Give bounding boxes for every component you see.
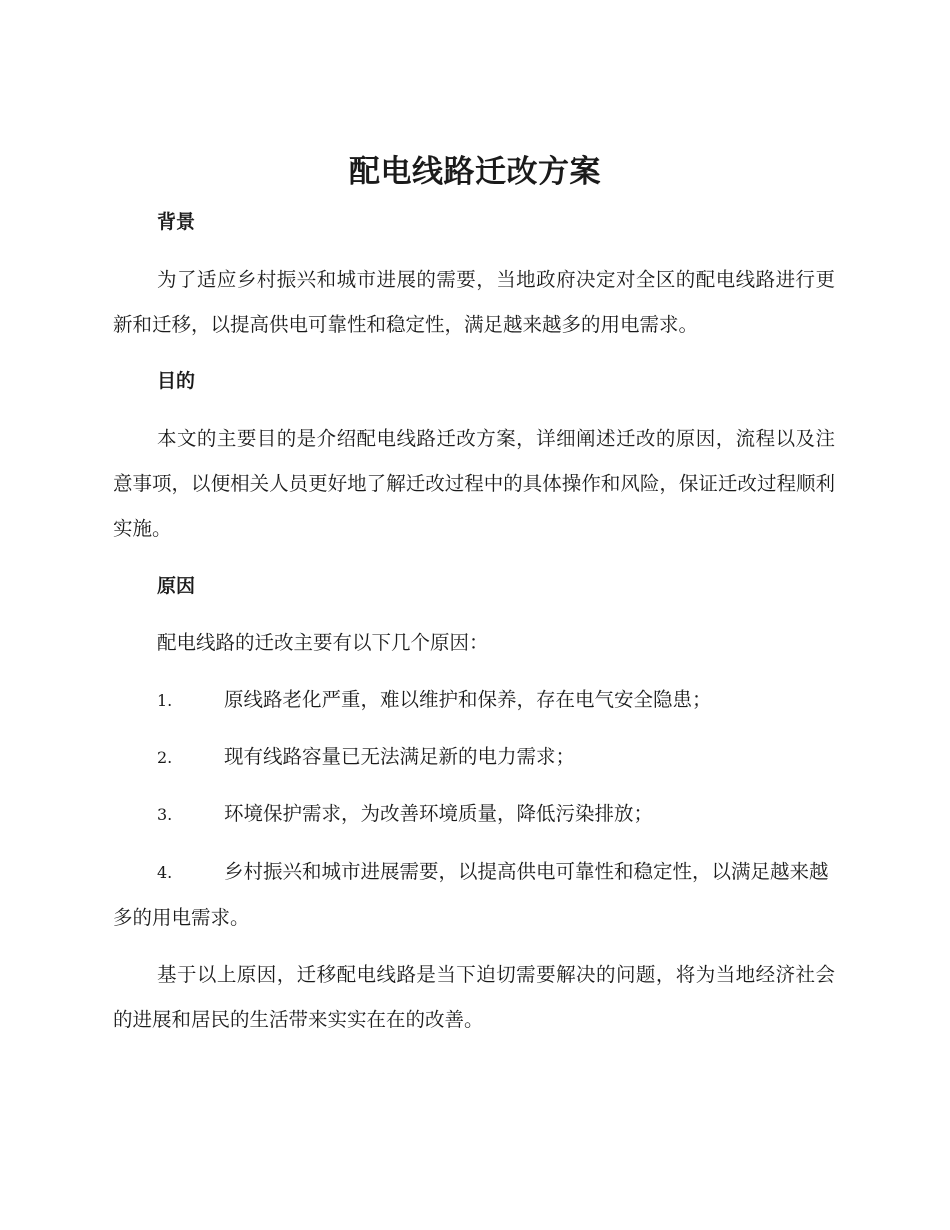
heading-background: 背景 (157, 211, 196, 233)
paragraph-purpose: 本文的主要目的是介绍配电线路迁改方案，详细阐述迁改的原因，流程以及注意事项，以便相关人员更好地了解迁改过程中的具体操作和风险，保证迁改过程顺利实施。 (113, 427, 835, 540)
list-item-number: 1. (157, 691, 173, 710)
document-title: 配电线路迁改方案 (349, 154, 601, 190)
heading-purpose: 目的 (157, 370, 196, 392)
list-item-number: 3. (157, 805, 173, 824)
list-item-text: 现有线路容量已无法满足新的电力需求； (224, 745, 576, 768)
list-item (113, 677, 835, 723)
list-item (113, 734, 835, 780)
paragraph-conclusion: 基于以上原因，迁移配电线路是当下迫切需要解决的问题，将为当地经济社会的进展和居民的生活带来实实在在的改善。 (113, 963, 835, 1031)
list-item (113, 791, 835, 837)
list-item-number: 2. (157, 748, 173, 767)
list-item (113, 849, 835, 940)
list-item-text: 原线路老化严重，难以维护和保养，存在电气安全隐患； (224, 688, 712, 711)
list-item-number: 4. (157, 863, 173, 882)
paragraph-background: 为了适应乡村振兴和城市进展的需要，当地政府决定对全区的配电线路进行更新和迁移，以提高供电可靠性和稳定性，满足越来越多的用电需求。 (113, 268, 835, 336)
list-item-text: 环境保护需求，为改善环境质量，降低污染排放； (224, 802, 654, 825)
paragraph-reasons-intro: 配电线路的迁改主要有以下几个原因： (157, 631, 489, 654)
heading-reasons: 原因 (157, 575, 196, 597)
list-item-text: 乡村振兴和城市进展需要，以提高供电可靠性和稳定性，以满足越来越多的用电需求。 (113, 860, 829, 929)
